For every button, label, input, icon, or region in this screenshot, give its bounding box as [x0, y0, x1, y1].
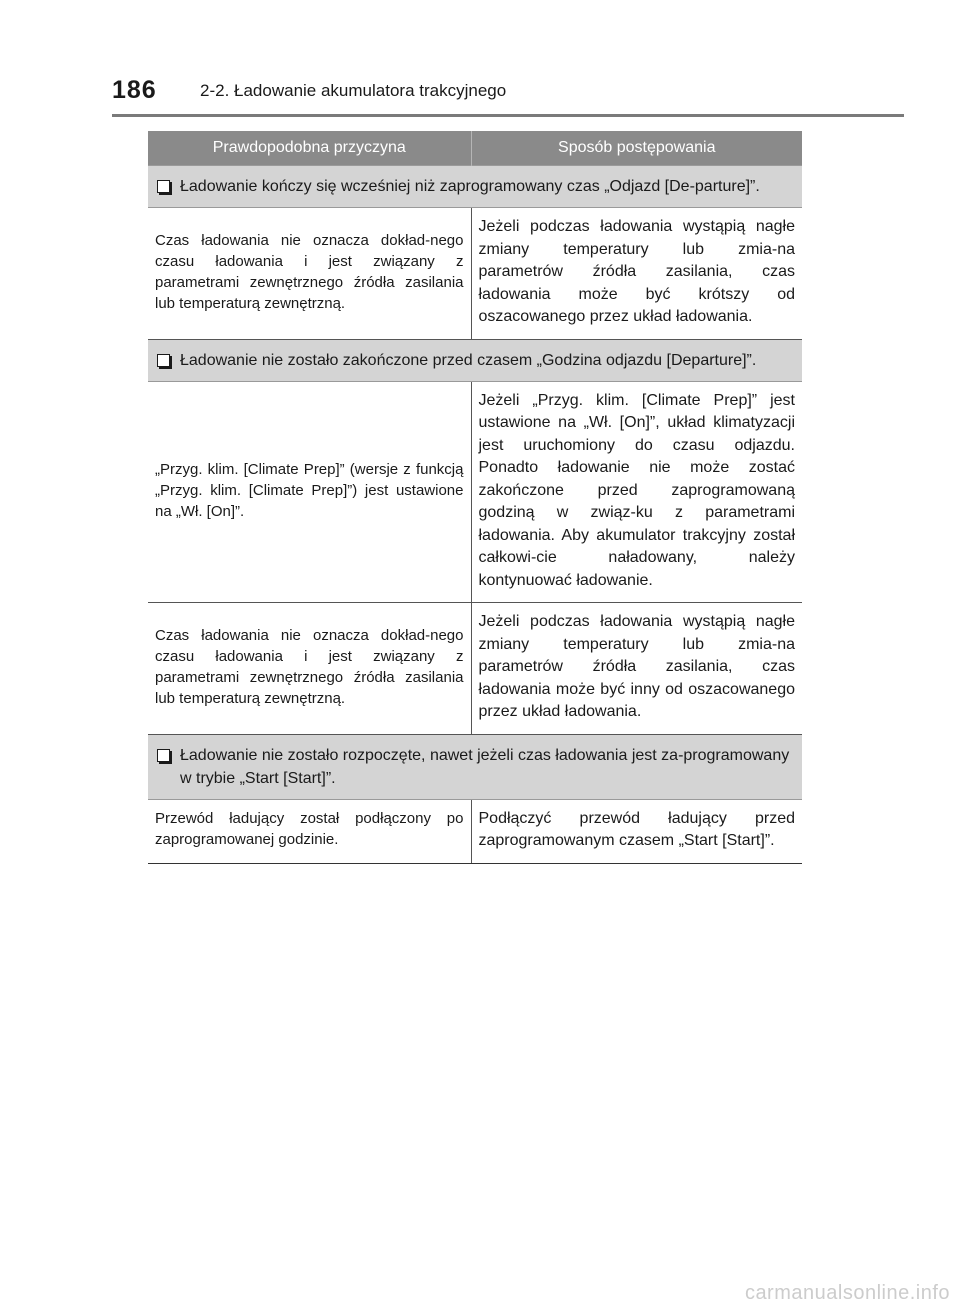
action-cell: Jeżeli „Przyg. klim. [Climate Prep]” jest ustawione na „Wł. [On]”, układ klimatyzacji jest uruchomiony do czasu odjazdu. Ponadto ładowanie nie może zostać zakończone przed zaprogramowaną godziną w związ-ku z parametrami ładowania. Aby akumulator trakcyjny został całkowi-cie naładowany, należy kontynuować ładowanie. [471, 381, 802, 603]
symptom-row [148, 339, 802, 381]
symptom-row [148, 166, 802, 208]
table-row [148, 381, 802, 603]
action-cell: Jeżeli podczas ładowania wystąpią nagłe zmiany temperatury lub zmia-na parametrów źródła zasilania, czas ładowania może być krótszy od oszacowanego przez układ ładowania. [471, 208, 802, 340]
symptom-row [148, 734, 802, 799]
checkbox-bullet-icon [157, 354, 170, 367]
action-cell: Podłączyć przewód ładujący przed zaprogramowanym czasem „Start [Start]”. [471, 799, 802, 863]
section-title: 2-2. Ładowanie akumulatora trakcyjnego [200, 81, 507, 100]
troubleshooting-table [148, 131, 802, 864]
cause-cell: Przewód ładujący został podłączony po zaprogramowanej godzinie. [148, 799, 471, 863]
table-row [148, 208, 802, 340]
table-header-row [148, 131, 802, 166]
checkbox-bullet-icon [157, 749, 170, 762]
cause-cell: Czas ładowania nie oznacza dokład-nego czasu ładowania i jest związany z parametrami zewnętrznego źródła zasilania lub temperaturą zewnętrzną. [148, 208, 471, 340]
symptom-text: Ładowanie nie zostało rozpoczęte, nawet jeżeli czas ładowania jest za-programowany w trybie „Start [Start]”. [180, 746, 790, 787]
symptom-text: Ładowanie kończy się wcześniej niż zaprogramowany czas „Odjazd [De-parture]”. [180, 178, 760, 195]
cause-cell: Czas ładowania nie oznacza dokład-nego czasu ładowania i jest związany z parametrami zewnętrznego źródła zasilania lub temperaturą zewnętrzną. [148, 603, 471, 735]
cause-cell: „Przyg. klim. [Climate Prep]” (wersje z funkcją „Przyg. klim. [Climate Prep]”) jest ustawione na „Wł. [On]”. [148, 381, 471, 603]
table-row [148, 799, 802, 863]
column-header-cause: Prawdopodobna przyczyna [148, 131, 471, 166]
watermark: carmanualsonline.info [744, 1282, 950, 1304]
column-header-action: Sposób postępowania [471, 131, 802, 166]
table-row [148, 603, 802, 735]
symptom-text: Ładowanie nie zostało zakończone przed czasem „Godzina odjazdu [Departure]”. [180, 351, 757, 369]
page-header [112, 76, 904, 117]
action-cell: Jeżeli podczas ładowania wystąpią nagłe zmiany temperatury lub zmia-na parametrów źródła zasilania, czas ładowania może być inny od oszacowanego przez układ ładowania. [471, 603, 802, 735]
checkbox-bullet-icon [157, 180, 170, 193]
page-number: 186 [112, 76, 157, 104]
